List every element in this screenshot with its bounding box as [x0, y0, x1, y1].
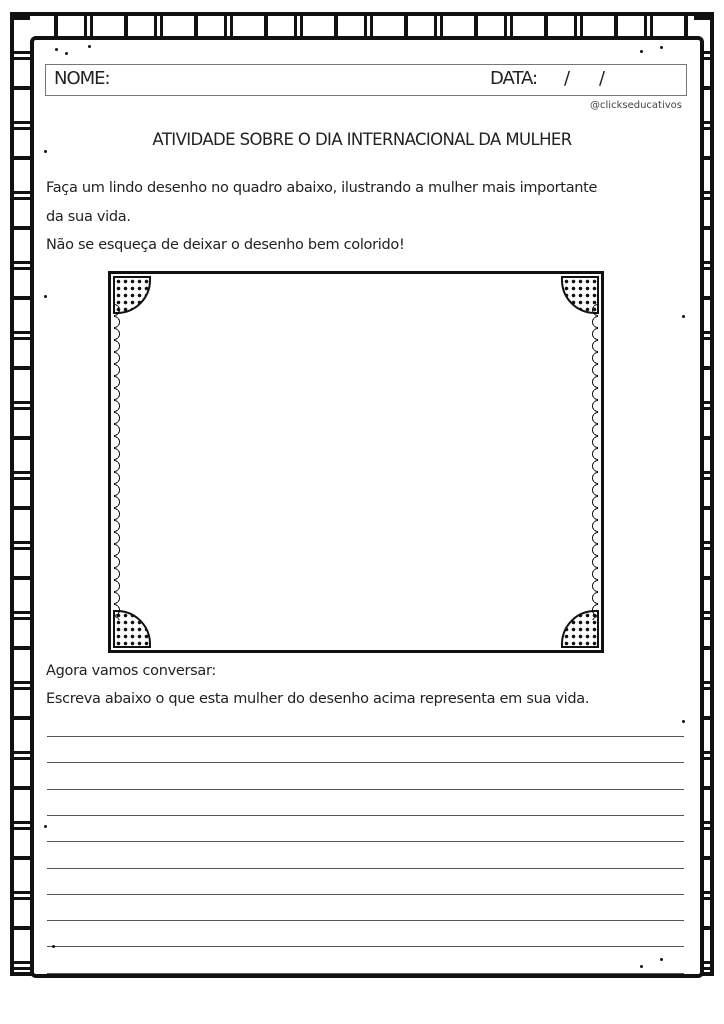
- writing-line[interactable]: [47, 841, 684, 842]
- conversation-prompt: Escreva abaixo o que esta mulher do desenho acima representa em sua vida.: [46, 691, 590, 707]
- dot-decoration: [44, 295, 47, 298]
- dot-decoration: [660, 46, 663, 49]
- scallop-decoration: [588, 304, 598, 620]
- writing-line[interactable]: [47, 946, 684, 947]
- corner-ornament: [561, 276, 599, 314]
- dot-decoration: [640, 50, 643, 53]
- writing-line[interactable]: [47, 894, 684, 895]
- border-top-pattern: [14, 16, 710, 36]
- writing-line[interactable]: [47, 736, 684, 737]
- dot-decoration: [44, 825, 47, 828]
- writing-line[interactable]: [47, 789, 684, 790]
- dot-decoration: [44, 150, 47, 153]
- dot-decoration: [660, 958, 663, 961]
- date-separator: /: [564, 68, 571, 89]
- corner-ornament: [561, 610, 599, 648]
- instruction-line: da sua vida.: [46, 209, 131, 225]
- dot-decoration: [55, 48, 58, 51]
- scallop-decoration: [114, 304, 124, 620]
- corner-ornament: [113, 276, 151, 314]
- credit-handle: @clickseducativos: [590, 100, 682, 111]
- corner-ornament: [113, 610, 151, 648]
- drawing-area[interactable]: [108, 271, 604, 653]
- date-separator: /: [599, 68, 606, 89]
- conversation-heading: Agora vamos conversar:: [46, 663, 217, 679]
- writing-line[interactable]: [47, 762, 684, 763]
- dot-decoration: [52, 945, 55, 948]
- name-label: NOME:: [54, 68, 110, 89]
- writing-line[interactable]: [47, 815, 684, 816]
- writing-line[interactable]: [47, 920, 684, 921]
- name-date-box: [45, 64, 687, 96]
- border-left-pattern: [14, 16, 30, 970]
- writing-line[interactable]: [47, 973, 684, 974]
- instruction-line: Faça um lindo desenho no quadro abaixo, ilustrando a mulher mais importante: [46, 180, 598, 196]
- date-label: DATA:: [490, 68, 538, 89]
- dot-decoration: [640, 965, 643, 968]
- dot-decoration: [88, 45, 91, 48]
- dot-decoration: [682, 315, 685, 318]
- dot-decoration: [682, 720, 685, 723]
- page-title: ATIVIDADE SOBRE O DIA INTERNACIONAL DA MULHER: [152, 130, 572, 149]
- dot-decoration: [65, 52, 68, 55]
- instruction-line: Não se esqueça de deixar o desenho bem colorido!: [46, 237, 405, 253]
- writing-line[interactable]: [47, 868, 684, 869]
